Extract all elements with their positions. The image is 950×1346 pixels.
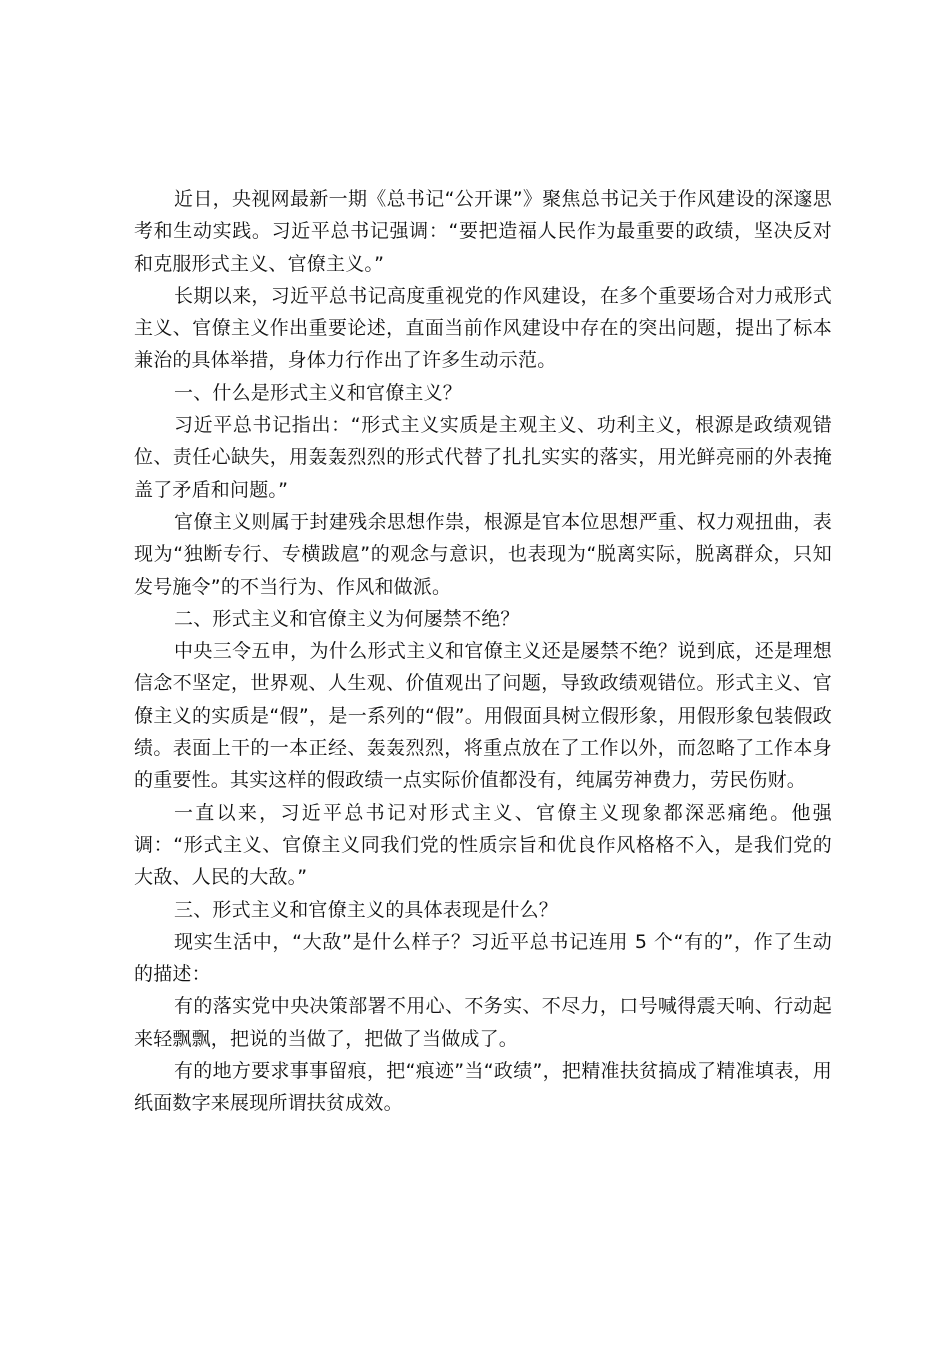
section-heading-3: 三、形式主义和官僚主义的具体表现是什么？ [174, 898, 559, 921]
paragraph-long-term-focus: 长期以来，习近平总书记高度重视党的作风建设，在多个重要场合对力戒形式主义、官僚主义作出重要论述，直面当前作风建设中存在的突出问题，提出了标本兼治的具体举措，身体力行作出了许多生动示范。 [134, 284, 832, 372]
paragraph-example-2: 有的地方要求事事留痕，把“痕迹”当“政绩”，把精准扶贫搞成了精准填表，用纸面数字来展现所谓扶贫成效。 [134, 1060, 832, 1115]
document-body [134, 183, 832, 1120]
paragraph-intro: 近日，央视网最新一期《总书记“公开课”》聚焦总书记关于作风建设的深邃思考和生动实践。习近平总书记强调：“要把造福人民作为最重要的政绩，坚决反对和克服形式主义、官僚主义。” [134, 188, 832, 275]
section-heading-2: 二、形式主义和官僚主义为何屡禁不绝？ [174, 607, 520, 630]
paragraph-bureaucratism-definition: 官僚主义则属于封建残余思想作祟，根源是官本位思想严重、权力观扭曲，表现为“独断专行、专横跋扈”的观念与意识，也表现为“脱离实际，脱离群众，只知发号施令”的不当行为、作风和做派。 [134, 510, 832, 598]
paragraph-five-descriptions: 现实生活中，“大敌”是什么样子？习近平总书记连用 5 个“有的”，作了生动的描述： [134, 930, 832, 986]
paragraph-example-1: 有的落实党中央决策部署不用心、不务实、不尽力，口号喊得震天响、行动起来轻飘飘，把说的当做了，把做了当做成了。 [134, 995, 832, 1050]
paragraph-great-enemy: 一直以来，习近平总书记对形式主义、官僚主义现象都深恶痛绝。他强调：“形式主义、官僚主义同我们党的性质宗旨和优良作风格格不入，是我们党的大敌、人民的大敌。” [134, 801, 832, 889]
paragraph-root-causes: 中央三令五申，为什么形式主义和官僚主义还是屡禁不绝？说到底，还是理想信念不坚定，世界观、人生观、价值观出了问题，导致政绩观错位。形式主义、官僚主义的实质是“假”，是一系列的“假”。用假面具树立假形象，用假形象包装假政绩。表面上干的一本正经、轰轰烈烈，将重点放在了工作以外，而忽略了工作本身的重要性。其实这样的假政绩一点实际价值都没有，纯属劳神费力，劳民伤财。 [134, 640, 832, 792]
paragraph-formalism-definition: 习近平总书记指出：“形式主义实质是主观主义、功利主义，根源是政绩观错位、责任心缺失，用轰轰烈烈的形式代替了扎扎实实的落实，用光鲜亮丽的外表掩盖了矛盾和问题。” [134, 414, 832, 501]
section-heading-1: 一、什么是形式主义和官僚主义？ [174, 381, 463, 404]
